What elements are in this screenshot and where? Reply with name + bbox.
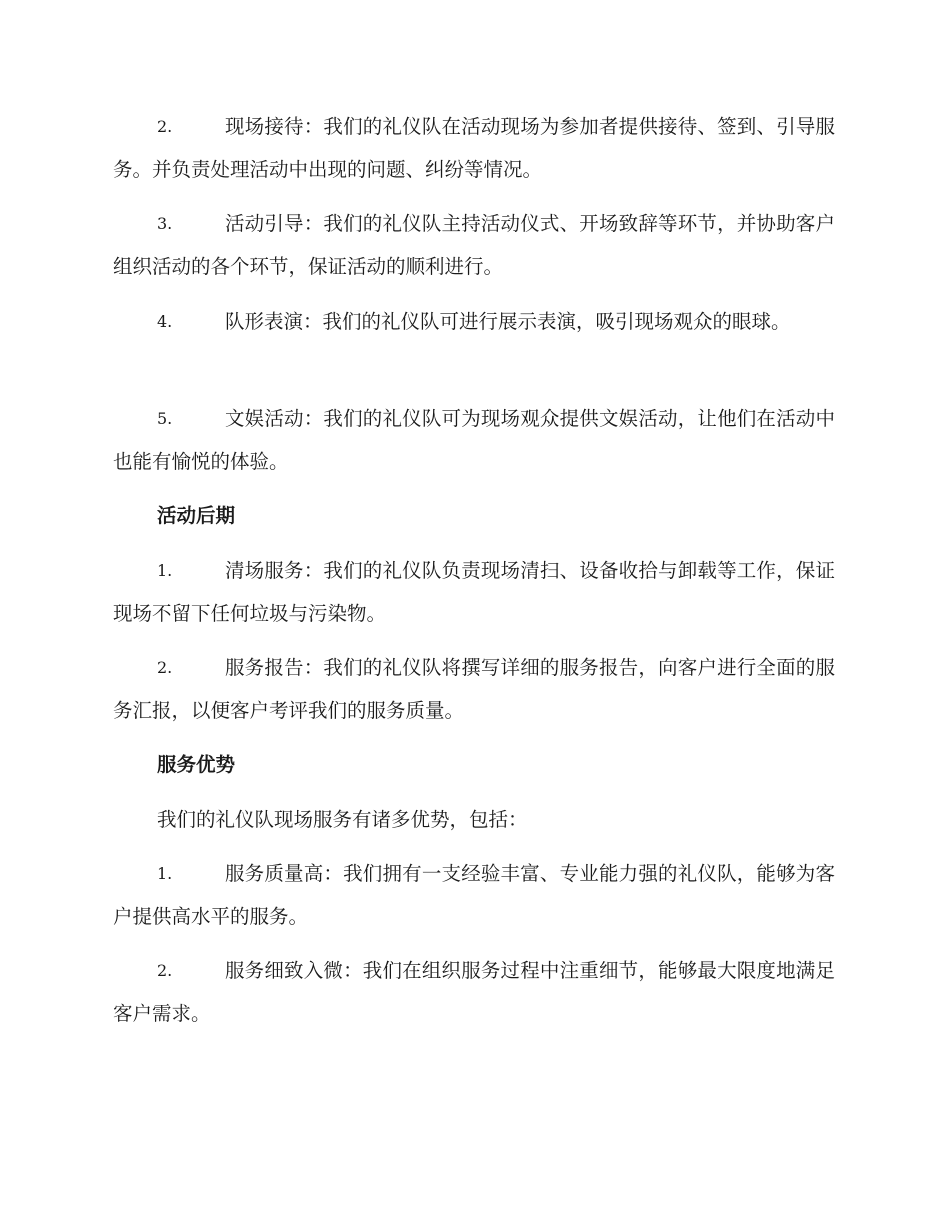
- list-item: [113, 300, 835, 343]
- list-item-number: 4.: [157, 312, 173, 331]
- section-heading-advantages: 服务优势: [157, 753, 236, 776]
- list-item-text: 清场服务：我们的礼仪队负责现场清扫、设备收拾与卸载等工作，保证现场不留下任何垃圾与污染物。: [113, 559, 835, 625]
- list-item-number: 5.: [157, 409, 173, 428]
- list-item-text: 队形表演：我们的礼仪队可进行展示表演，吸引现场观众的眼球。: [225, 310, 791, 333]
- list-item-text: 服务细致入微：我们在组织服务过程中注重细节，能够最大限度地满足客户需求。: [113, 959, 835, 1025]
- section-intro: 我们的礼仪队现场服务有诸多优势，包括：: [157, 808, 528, 831]
- list-item: [113, 646, 835, 732]
- list-item: [113, 549, 835, 635]
- list-item-text: 服务质量高：我们拥有一支经验丰富、专业能力强的礼仪队，能够为客户提供高水平的服务。: [113, 862, 835, 928]
- list-item-text: 现场接待：我们的礼仪队在活动现场为参加者提供接待、签到、引导服务。并负责处理活动中出现的问题、纠纷等情况。: [113, 115, 835, 181]
- list-item-text: 文娱活动：我们的礼仪队可为现场观众提供文娱活动，让他们在活动中也能有愉悦的体验。: [113, 407, 835, 473]
- list-item-number: 2.: [157, 117, 173, 136]
- list-item-number: 1.: [157, 864, 173, 883]
- list-item: [113, 397, 835, 483]
- list-item-text: 服务报告：我们的礼仪队将撰写详细的服务报告，向客户进行全面的服务汇报，以便客户考评我们的服务质量。: [113, 656, 835, 722]
- section-heading-after: 活动后期: [157, 504, 236, 527]
- list-item-number: 2.: [157, 961, 173, 980]
- list-item: [113, 202, 835, 288]
- list-item-number: 3.: [157, 214, 173, 233]
- list-item: [113, 949, 835, 1035]
- list-item-number: 2.: [157, 658, 173, 677]
- list-item-number: 1.: [157, 561, 173, 580]
- list-item: [113, 852, 835, 938]
- list-item: [113, 105, 835, 191]
- list-item-text: 活动引导：我们的礼仪队主持活动仪式、开场致辞等环节，并协助客户组织活动的各个环节，保证活动的顺利进行。: [113, 212, 835, 278]
